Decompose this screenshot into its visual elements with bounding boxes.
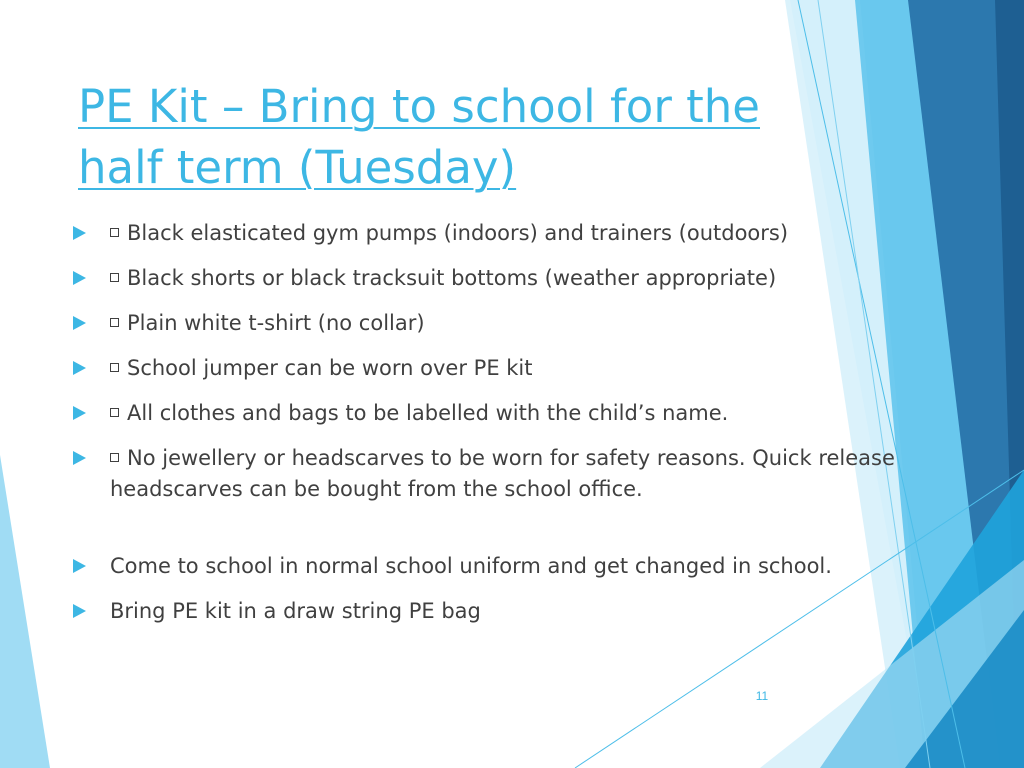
bullet-arrow-icon: [73, 604, 86, 618]
checkbox-glyph-icon: [110, 228, 119, 237]
checkbox-glyph-icon: [110, 318, 119, 327]
bullet-arrow-icon: [73, 316, 86, 330]
list-item: [70, 398, 975, 429]
checkbox-glyph-icon: [110, 273, 119, 282]
list-item-text: Bring PE kit in a draw string PE bag: [110, 599, 481, 623]
list-item: [70, 308, 975, 339]
list-item-text: No jewellery or headscarves to be worn for safety reasons. Quick release headscarves can be bought from the school office.: [110, 446, 895, 501]
list-item: [70, 596, 975, 627]
list-item: [70, 263, 975, 294]
list-item: [70, 551, 975, 582]
list-item-text: Black shorts or black tracksuit bottoms (weather appropriate): [127, 266, 777, 290]
checkbox-glyph-icon: [110, 453, 119, 462]
list-item-text: Plain white t-shirt (no collar): [127, 311, 425, 335]
list-item-text: School jumper can be worn over PE kit: [127, 356, 533, 380]
bullet-arrow-icon: [73, 271, 86, 285]
checkbox-glyph-icon: [110, 363, 119, 372]
bullet-arrow-icon: [73, 361, 86, 375]
list-item: [70, 443, 975, 505]
list-item: [70, 353, 975, 384]
bullet-arrow-icon: [73, 559, 86, 573]
bullet-arrow-icon: [73, 226, 86, 240]
slide-title: [78, 76, 798, 198]
list-item-text: Come to school in normal school uniform and get changed in school.: [110, 554, 832, 578]
title-line-2: half term (Tuesday): [78, 141, 517, 194]
bullet-arrow-icon: [73, 406, 86, 420]
left-accent-shape: [0, 455, 50, 768]
title-line-1: PE Kit – Bring to school for the: [78, 80, 760, 133]
checkbox-glyph-icon: [110, 408, 119, 417]
bullet-arrow-icon: [73, 451, 86, 465]
list-item-text: All clothes and bags to be labelled with the child’s name.: [127, 401, 729, 425]
bullet-list: [70, 218, 975, 641]
list-item: [70, 218, 975, 249]
page-number: 11: [755, 689, 769, 703]
list-item-text: Black elasticated gym pumps (indoors) and trainers (outdoors): [127, 221, 789, 245]
